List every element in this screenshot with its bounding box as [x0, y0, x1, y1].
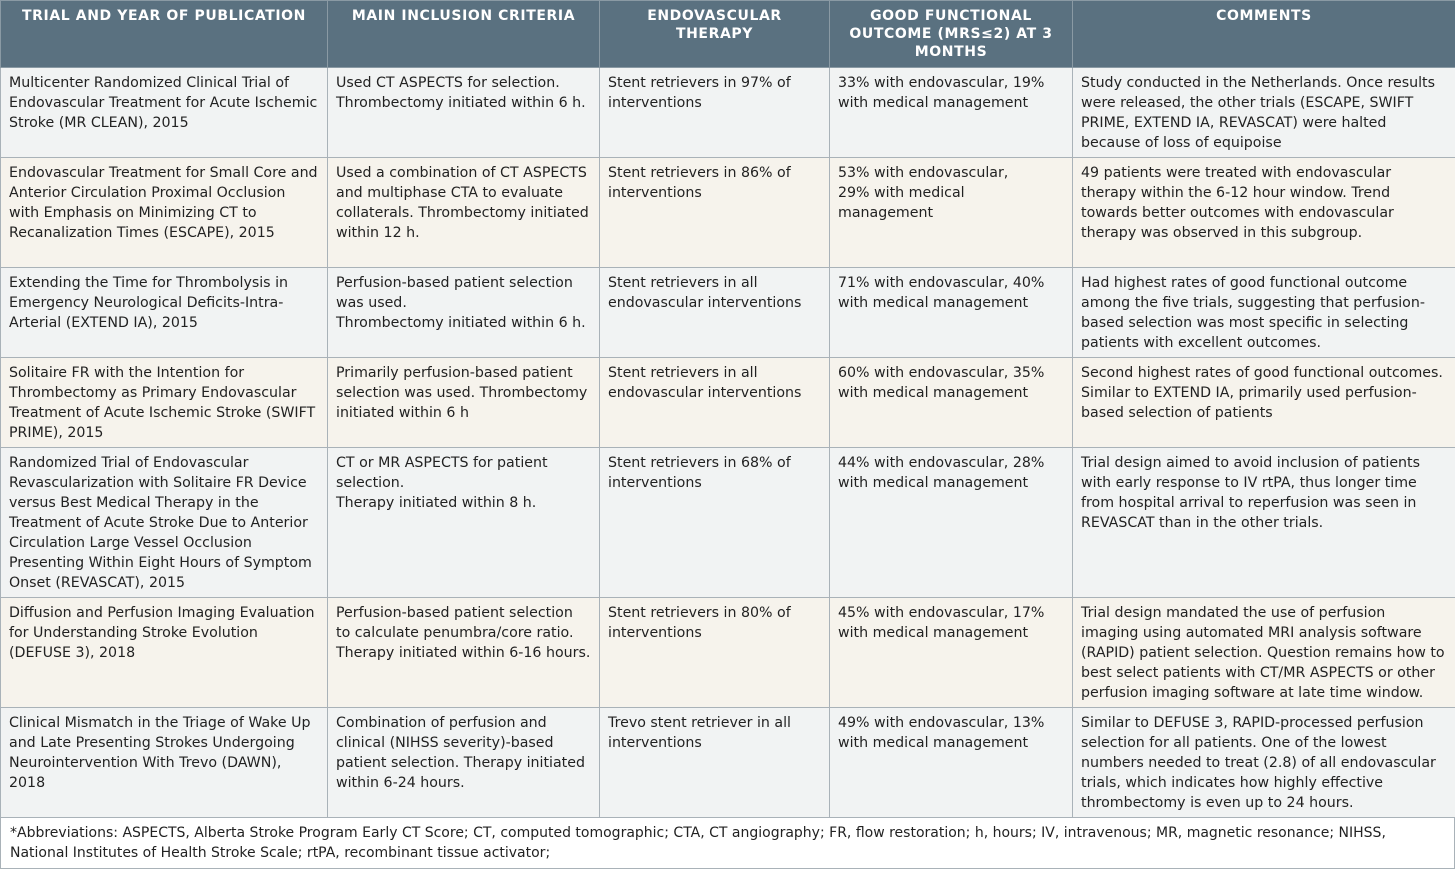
header-criteria: MAIN INCLUSION CRITERIA [328, 1, 600, 68]
outcome-line: 53% with endovascular, [838, 163, 1064, 183]
outcome-cell [830, 268, 1073, 358]
therapy-cell: Stent retrievers in 80% of interventions [600, 598, 830, 708]
criteria-cell [328, 358, 600, 448]
criteria-line: Therapy initiated within 8 h. [336, 493, 591, 513]
outcome-cell [830, 708, 1073, 818]
criteria-line: CT or MR ASPECTS for patient selection. [336, 453, 591, 493]
table-row [1, 158, 1455, 268]
comments-cell: Trial design aimed to avoid inclusion of patients with early response to IV rtPA, thus longer time from hospital arrival to reperfusion was seen in REVASCAT than in the other trials. [1073, 448, 1455, 598]
criteria-cell [328, 598, 600, 708]
trial-cell: Endovascular Treatment for Small Core and Anterior Circulation Proximal Occlusion with Emphasis on Minimizing CT to Recanalization Times (ESCAPE), 2015 [1, 158, 328, 268]
table-row [1, 448, 1455, 598]
trial-cell: Diffusion and Perfusion Imaging Evaluation for Understanding Stroke Evolution (DEFUSE 3), 2018 [1, 598, 328, 708]
outcome-cell [830, 158, 1073, 268]
therapy-cell: Stent retrievers in 68% of interventions [600, 448, 830, 598]
criteria-line: Perfusion-based patient selection was used. [336, 273, 591, 313]
therapy-cell: Trevo stent retriever in all interventions [600, 708, 830, 818]
abbreviations-footnote: *Abbreviations: ASPECTS, Alberta Stroke Program Early CT Score; CT, computed tomographic; CTA, CT angiography; FR, flow restoration; h, hours; IV, intravenous; MR, magnetic resonance; NIHSS, National Institutes of Health Stroke Scale; rtPA, recombinant tissue activator; [0, 818, 1455, 869]
header-outcome: GOOD FUNCTIONAL OUTCOME (MRS≤2) AT 3 MONTHS [830, 1, 1073, 68]
criteria-line: Used a combination of CT ASPECTS and multiphase CTA to evaluate collaterals. Thrombectomy initiated within 12 h. [336, 163, 591, 243]
criteria-line: Used CT ASPECTS for selection. [336, 73, 591, 93]
outcome-line: 33% with endovascular, 19% with medical management [838, 73, 1064, 113]
criteria-cell [328, 448, 600, 598]
criteria-cell [328, 708, 600, 818]
comments-cell: Study conducted in the Netherlands. Once results were released, the other trials (ESCAPE, SWIFT PRIME, EXTEND IA, REVASCAT) were halted because of loss of equipoise [1073, 68, 1455, 158]
trial-cell: Extending the Time for Thrombolysis in Emergency Neurological Deficits-Intra-Arterial (EXTEND IA), 2015 [1, 268, 328, 358]
header-row [1, 1, 1455, 68]
comments-cell: 49 patients were treated with endovascular therapy within the 6-12 hour window. Trend towards better outcomes with endovascular therapy was observed in this subgroup. [1073, 158, 1455, 268]
outcome-line: 29% with medical management [838, 183, 1064, 223]
trial-cell: Solitaire FR with the Intention for Thrombectomy as Primary Endovascular Treatment of Acute Ischemic Stroke (SWIFT PRIME), 2015 [1, 358, 328, 448]
outcome-line: 45% with endovascular, 17% with medical management [838, 603, 1064, 643]
table-body [1, 68, 1455, 818]
table-row [1, 708, 1455, 818]
outcome-line: 60% with endovascular, 35% with medical management [838, 363, 1064, 403]
comments-cell: Trial design mandated the use of perfusion imaging using automated MRI analysis software (RAPID) patient selection. Question remains how to best select patients with CT/MR ASPECTS or other perfusion imaging software at late time window. [1073, 598, 1455, 708]
criteria-line: Combination of perfusion and clinical (NIHSS severity)-based patient selection. Therapy initiated within 6-24 hours. [336, 713, 591, 793]
trial-cell: Randomized Trial of Endovascular Revascularization with Solitaire FR Device versus Best Medical Therapy in the Treatment of Acute Stroke Due to Anterior Circulation Large Vessel Occlusion Presenting Within Eight Hours of Symptom Onset (REVASCAT), 2015 [1, 448, 328, 598]
comments-cell: Second highest rates of good functional outcomes. Similar to EXTEND IA, primarily used perfusion-based selection of patients [1073, 358, 1455, 448]
header-trial: TRIAL AND YEAR OF PUBLICATION [1, 1, 328, 68]
table-row [1, 68, 1455, 158]
criteria-cell [328, 158, 600, 268]
outcome-line: 71% with endovascular, 40% with medical management [838, 273, 1064, 313]
criteria-cell [328, 68, 600, 158]
criteria-line: Thrombectomy initiated within 6 h. [336, 313, 591, 333]
criteria-line: Primarily perfusion-based patient selection was used. Thrombectomy initiated within 6 h [336, 363, 591, 423]
therapy-cell: Stent retrievers in all endovascular interventions [600, 358, 830, 448]
criteria-line: Thrombectomy initiated within 6 h. [336, 93, 591, 113]
header-comments: COMMENTS [1073, 1, 1455, 68]
criteria-line: Perfusion-based patient selection to calculate penumbra/core ratio. Therapy initiated within 6-16 hours. [336, 603, 591, 663]
trial-cell: Multicenter Randomized Clinical Trial of Endovascular Treatment for Acute Ischemic Stroke (MR CLEAN), 2015 [1, 68, 328, 158]
header-therapy: ENDOVASCULAR THERAPY [600, 1, 830, 68]
table-row [1, 358, 1455, 448]
comments-cell: Similar to DEFUSE 3, RAPID-processed perfusion selection for all patients. One of the lowest numbers needed to treat (2.8) of all endovascular trials, which indicates how highly effective thrombectomy is even up to 24 hours. [1073, 708, 1455, 818]
outcome-cell [830, 68, 1073, 158]
comments-cell: Had highest rates of good functional outcome among the five trials, suggesting that perfusion-based selection was most specific in selecting patients with excellent outcomes. [1073, 268, 1455, 358]
table-row [1, 268, 1455, 358]
outcome-line: 49% with endovascular, 13% with medical management [838, 713, 1064, 753]
therapy-cell: Stent retrievers in all endovascular interventions [600, 268, 830, 358]
table-row [1, 598, 1455, 708]
outcome-cell [830, 448, 1073, 598]
outcome-cell [830, 358, 1073, 448]
therapy-cell: Stent retrievers in 86% of interventions [600, 158, 830, 268]
outcome-cell [830, 598, 1073, 708]
therapy-cell: Stent retrievers in 97% of interventions [600, 68, 830, 158]
table-header [1, 1, 1455, 68]
criteria-cell [328, 268, 600, 358]
trial-cell: Clinical Mismatch in the Triage of Wake Up and Late Presenting Strokes Undergoing Neurointervention With Trevo (DAWN), 2018 [1, 708, 328, 818]
outcome-line: 44% with endovascular, 28% with medical management [838, 453, 1064, 493]
